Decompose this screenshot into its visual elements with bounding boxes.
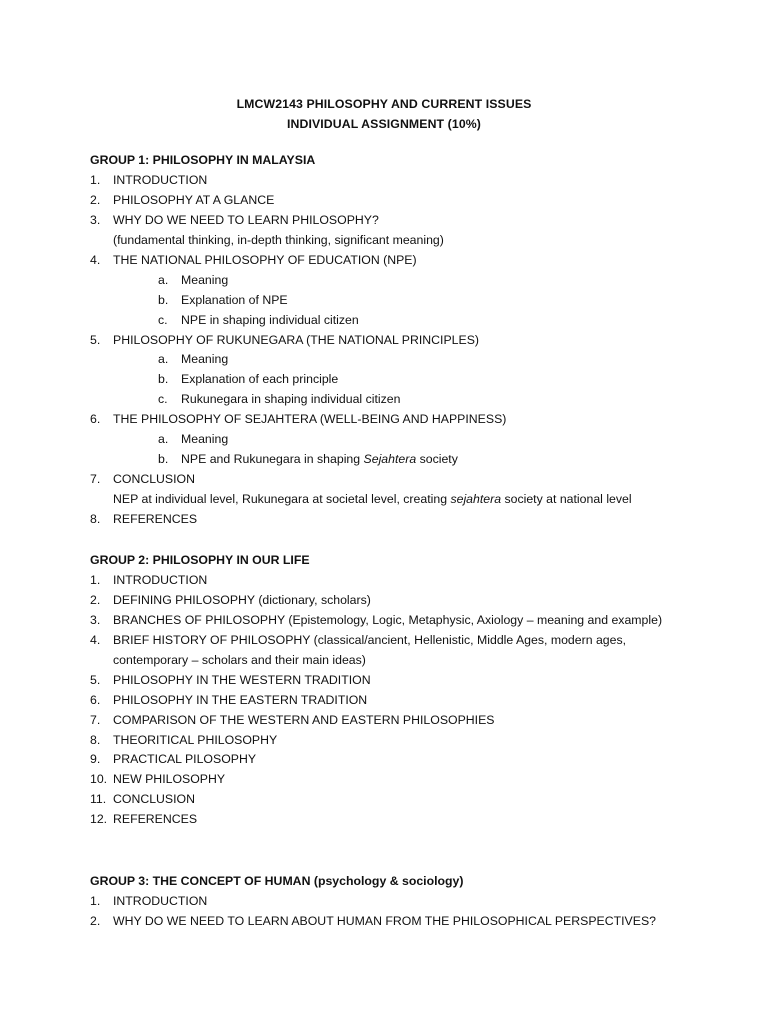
item-text: WHY DO WE NEED TO LEARN ABOUT HUMAN FROM THE PHILOSOPHICAL PERSPECTIVES? <box>113 913 656 928</box>
list-item <box>90 191 730 211</box>
list-item <box>90 211 730 231</box>
item-note <box>90 490 730 510</box>
item-number: 2. <box>90 592 101 607</box>
sub-item-letter: a. <box>158 352 169 367</box>
item-number: 10. <box>90 772 108 787</box>
item-number: 4. <box>90 252 101 267</box>
sub-item-text: Rukunegara in shaping individual citizen <box>181 392 401 407</box>
sub-item <box>90 291 730 311</box>
item-number: 2. <box>90 192 101 207</box>
sub-item-text-end: society <box>416 452 458 467</box>
sub-item <box>90 390 730 410</box>
sub-item <box>90 311 730 331</box>
item-number: 4. <box>90 632 101 647</box>
item-number: 1. <box>90 173 101 187</box>
note-text-end: society at national level <box>501 492 632 506</box>
sub-item-letter: b. <box>158 372 169 387</box>
item-text: PHILOSOPHY AT A GLANCE <box>113 192 275 207</box>
course-title: LMCW2143 PHILOSOPHY AND CURRENT ISSUES <box>236 97 532 111</box>
item-number: 6. <box>90 412 101 427</box>
item-number: 8. <box>90 732 101 747</box>
item-text: INTRODUCTION <box>113 894 208 908</box>
item-text: PHILOSOPHY IN THE WESTERN TRADITION <box>113 672 371 687</box>
sub-item <box>90 370 730 390</box>
sub-item-letter: b. <box>158 292 169 307</box>
list-item <box>90 470 730 490</box>
sub-item-text: NPE in shaping individual citizen <box>181 312 359 327</box>
sub-item-letter: c. <box>158 392 168 407</box>
sub-item-text: Explanation of each principle <box>181 372 339 387</box>
list-item <box>90 750 730 770</box>
sub-item-text: Explanation of NPE <box>181 292 288 307</box>
item-number: 1. <box>90 894 101 908</box>
item-number: 3. <box>90 212 101 227</box>
sub-item-text-emphasis: Sejahtera <box>363 452 417 467</box>
list-item <box>90 571 730 591</box>
sub-item-text <box>181 450 458 470</box>
list-item <box>90 171 730 191</box>
item-number: 11. <box>90 792 107 807</box>
item-text: BRANCHES OF PHILOSOPHY (Epistemology, Logic, Metaphysic, Axiology – meaning and example) <box>113 612 663 627</box>
item-number: 12. <box>90 812 108 827</box>
sub-item-text: Meaning <box>181 272 229 287</box>
list-item <box>90 611 730 631</box>
sub-item-text-start: NPE and Rukunegara in shaping <box>181 452 364 467</box>
group-2-heading: GROUP 2: PHILOSOPHY IN OUR LIFE <box>90 553 310 567</box>
item-text: THE PHILOSOPHY OF SEJAHTERA (WELL-BEING AND HAPPINESS) <box>113 412 507 427</box>
document-title <box>0 94 768 134</box>
item-text: DEFINING PHILOSOPHY (dictionary, scholars) <box>113 592 371 607</box>
item-number: 5. <box>90 672 101 687</box>
sub-item <box>90 350 730 370</box>
item-note: contemporary – scholars and their main ideas) <box>113 652 366 667</box>
item-number: 1. <box>90 573 101 587</box>
item-number: 3. <box>90 612 101 627</box>
item-text: INTRODUCTION <box>113 173 208 187</box>
item-text: PHILOSOPHY OF RUKUNEGARA (THE NATIONAL PRINCIPLES) <box>113 332 480 347</box>
list-item <box>90 810 730 830</box>
group-2-section <box>90 551 730 830</box>
item-number: 6. <box>90 692 101 707</box>
item-number: 9. <box>90 752 101 767</box>
item-number: 8. <box>90 511 101 526</box>
sub-item <box>90 450 730 470</box>
note-text-start: NEP at individual level, Rukunegara at societal level, creating <box>113 492 451 506</box>
item-text: COMPARISON OF THE WESTERN AND EASTERN PHILOSOPHIES <box>113 712 495 727</box>
sub-item-letter: b. <box>158 452 169 467</box>
item-note: (fundamental thinking, in-depth thinking, significant meaning) <box>113 232 444 247</box>
note-text-emphasis: sejahtera <box>450 492 502 506</box>
sub-item <box>90 271 730 291</box>
item-text: BRIEF HISTORY OF PHILOSOPHY (classical/ancient, Hellenistic, Middle Ages, modern ages, <box>113 632 627 647</box>
sub-item-text: Meaning <box>181 432 229 447</box>
item-text: PHILOSOPHY IN THE EASTERN TRADITION <box>113 692 368 707</box>
list-item <box>90 331 730 351</box>
list-item <box>90 510 730 530</box>
item-number: 7. <box>90 472 101 487</box>
item-text: CONCLUSION <box>113 792 195 807</box>
assignment-title: INDIVIDUAL ASSIGNMENT (10%) <box>286 117 481 131</box>
list-item <box>90 711 730 731</box>
list-item <box>90 251 730 271</box>
list-item <box>90 770 730 790</box>
item-text: REFERENCES <box>113 812 198 827</box>
item-text: INTRODUCTION <box>113 573 208 587</box>
group-3-heading: GROUP 3: THE CONCEPT OF HUMAN (psychology & sociology) <box>90 874 464 888</box>
item-number: 7. <box>90 712 101 727</box>
list-item <box>90 691 730 711</box>
list-item <box>90 671 730 691</box>
list-item <box>90 731 730 751</box>
list-item <box>90 892 730 912</box>
item-text: NEW PHILOSOPHY <box>113 772 226 787</box>
sub-item-letter: a. <box>158 432 169 447</box>
list-item <box>90 631 730 651</box>
list-item <box>90 591 730 611</box>
item-text: CONCLUSION <box>113 472 195 487</box>
list-item <box>90 410 730 430</box>
sub-item-text: Meaning <box>181 352 229 367</box>
list-item <box>90 790 730 810</box>
item-text: PRACTICAL PILOSOPHY <box>113 752 257 767</box>
sub-item-letter: a. <box>158 272 169 287</box>
sub-item <box>90 430 730 450</box>
group-1-section <box>90 151 730 530</box>
item-text: WHY DO WE NEED TO LEARN PHILOSOPHY? <box>113 212 379 227</box>
item-text: THE NATIONAL PHILOSOPHY OF EDUCATION (NPE) <box>113 252 417 267</box>
list-item <box>90 912 730 932</box>
item-text: REFERENCES <box>113 511 198 526</box>
item-text: THEORITICAL PHILOSOPHY <box>113 732 278 747</box>
group-3-section <box>90 872 730 932</box>
group-1-heading: GROUP 1: PHILOSOPHY IN MALAYSIA <box>90 153 316 167</box>
item-number: 5. <box>90 332 101 347</box>
sub-item-letter: c. <box>158 312 168 327</box>
item-number: 2. <box>90 913 101 928</box>
